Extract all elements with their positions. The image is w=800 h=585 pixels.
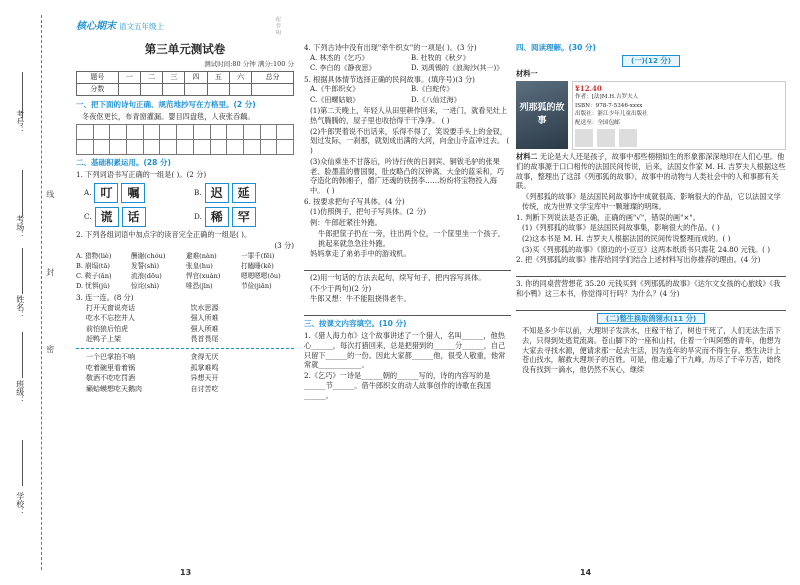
- book-price: ¥12.40: [575, 83, 602, 93]
- match-right[interactable]: 自讨苦吃: [190, 384, 219, 393]
- match-right[interactable]: 饮水思源: [190, 303, 219, 312]
- shop-line: 出版社：浙江少年儿童出版社: [575, 111, 648, 118]
- score-header: 题号: [77, 72, 119, 84]
- material-1: [516, 81, 786, 151]
- q5-item: (3)众仙乘坐不甘落后，吟诗行侠的吕洞宾、铜钹毛驴的张果老、脸墨蓝的曹国舅，肚皮略凸的汉钟离、大金的蓝采和，巧夺造化的韩湘子，僧广还魂的铁拐李……纷纷将宝物投入海中。 ( ): [310, 156, 505, 195]
- score-table: [76, 71, 294, 96]
- match-left[interactable]: 前怕狼后怕虎: [86, 324, 128, 333]
- part-2-header: (二)整生换取鸽翎水(11 分): [516, 313, 786, 325]
- q2-word: 流浪(dōu): [131, 272, 162, 281]
- q3-top-pairs: [76, 304, 294, 345]
- reading-q3: 3. 你的同桌营营想花 35.20 元钱买到《列那狐的故事》《达尔文女孩的心旅线》《我和小鸭》这三本书，你觉得可行吗？为什么？(4 分): [516, 279, 781, 298]
- column-3: [516, 42, 786, 376]
- match-left[interactable]: 吃着碗里看着锅: [86, 363, 135, 372]
- q2-word: 发誓(shì): [131, 262, 160, 271]
- label-name: 姓名：: [15, 295, 25, 319]
- q1-option-b[interactable]: B. 迟 延: [194, 183, 294, 203]
- name-field[interactable]: [22, 248, 23, 294]
- match-right[interactable]: 贪得无厌: [190, 353, 219, 362]
- q5-item: (2)牛郎哭着说不出话来，乐得不得了，笑说要手头上的金钗，划过发际，一刹那，就划成出满的大河，向金山寺直冲过去。 ( ): [310, 126, 510, 156]
- q2-word: 张皇(hu): [186, 262, 213, 271]
- score-header: 三: [163, 72, 185, 84]
- exam-meta: 测试时间:80 分钟 满分:100 分: [204, 59, 294, 68]
- reading-q1: 1. 判断下列说法是否正确，正确的画"√"，错误的画"×"。: [516, 212, 700, 222]
- q4-option[interactable]: A. 林杰的《乞巧》: [310, 53, 369, 62]
- cut-text-line: 线: [45, 190, 55, 198]
- score-cell[interactable]: [229, 84, 251, 96]
- q1-stem: 1. 下列词语书写正确的一组是( )。(2 分): [76, 170, 207, 180]
- fill-blank-2: 2.《乞巧》一诗是______朝的______写的，诗的内容写的是______节______。借牛郎织女的动人故事创作的诗歌在我国______。: [304, 371, 491, 400]
- q2-options: [76, 252, 294, 291]
- reading-q1-item: (1)《列那狐的故事》是法国民间故事集，影响很大的作品。( ): [522, 223, 720, 233]
- exam-room-field[interactable]: [22, 170, 23, 216]
- binding-strip: [0, 0, 66, 585]
- class-field[interactable]: [22, 332, 23, 378]
- answer-line[interactable]: [516, 267, 786, 277]
- q2-word: 打瞌睡(kē): [241, 262, 274, 271]
- label-exam-no: 考号：: [15, 110, 25, 134]
- brand-header: [76, 16, 282, 37]
- q2-word: 悍官(xuàn): [186, 272, 221, 281]
- shop-listing: [572, 81, 786, 151]
- page-number-right: 14: [580, 568, 592, 577]
- q6-sub2: (2)用一句话的方法去起句，续写句子，把内容写具体。: [310, 272, 486, 282]
- q2-option[interactable]: C. 鞍子(ǎn): [76, 272, 112, 281]
- q2-option[interactable]: A. 猎物(liè): [76, 252, 112, 261]
- section-1-title: 一、把下面的诗句正确、规范地抄写在方格里。(2 分): [76, 100, 256, 110]
- related-books: [575, 129, 783, 147]
- score-header: 总分: [252, 72, 294, 84]
- q2-word: 酬谢(chóu): [131, 252, 166, 261]
- column-2: [304, 42, 511, 401]
- match-right[interactable]: 强人所难: [190, 324, 219, 333]
- q1-option-a[interactable]: A. 叮 嘱: [84, 183, 184, 203]
- q2-word: 惊诧(shì): [131, 282, 160, 291]
- page-number-left: 13: [180, 568, 192, 577]
- match-left[interactable]: 敬酒不吃吃罚酒: [86, 374, 135, 383]
- material-2-text-b: 《列那狐的故事》是法国民间故事诗中成就很高、影响很大的作品，它以法国文学传统，成为世界文学宝库中一颗璀璨的明珠。: [522, 192, 781, 211]
- q4-option[interactable]: D. 刘禹锡的《浪淘沙(其一)》: [411, 64, 504, 73]
- score-header: 六: [229, 72, 251, 84]
- q5-item: (1)第二天晚上，年轻人从田里耕作回来，一进门，就看见灶上热气腾腾的，屋子里也收拾得干干净净。 ( ): [310, 106, 508, 125]
- q2-option[interactable]: D. 忧惧(jǔ): [76, 282, 110, 291]
- q6-example-2: 牛郎又想：牛不能阻挠得老牛。: [310, 294, 411, 304]
- shop-line: ISBN：978-7-5346-xxxx: [575, 102, 643, 109]
- match-right[interactable]: 强人所难: [190, 314, 219, 323]
- section-3-title: 三、按课文内容填空。(10 分): [304, 319, 407, 329]
- label-class: 班级：: [15, 380, 25, 404]
- q6-sub1: (1)仿照例子，把句子写具体。(2 分): [310, 207, 427, 217]
- q2-stem: 2. 下列各组词语中加点字的读音完全正确的一组是( )。: [76, 229, 252, 239]
- poem-text: 冬夜伛更长，布青窗灌漏。婴目四盘毯，人夜张吞藕。: [82, 112, 255, 122]
- q6-example: 例：牛郎赶紧往外跑。: [310, 218, 382, 228]
- material-2-text: 无论是大人还是孩子，故事中那些栩栩如生的形象都深深地印在人们心里。他们的故事源于口口相传的法国民间传说，后来，法国女作家 M. H. 吉罗夫人根据这些故事，整理出了这部《列那狐的故事》，故事中的动物与人类社会中的人和事都有关联。: [516, 152, 786, 191]
- score-header: 一: [118, 72, 140, 84]
- q1-option-d[interactable]: D. 稀 罕: [194, 207, 294, 227]
- q5-option: A.《牛郎织女》: [310, 85, 360, 94]
- brand-tag: 配套RJ: [276, 16, 282, 37]
- q5-option: C.《田螺姑娘》: [310, 95, 360, 104]
- reading-q2: 2. 把《列那狐的故事》推荐给同学们结合上述材料写出你推荐的理由。(4 分): [516, 255, 761, 265]
- match-left[interactable]: 赶鸭子上架: [86, 335, 121, 343]
- q4-option[interactable]: B. 杜牧的《秋夕》: [411, 53, 470, 62]
- answer-line[interactable]: [304, 306, 511, 316]
- answer-line[interactable]: [516, 301, 786, 311]
- q6-sub2-note: (不少于两句)(2 分): [310, 283, 372, 293]
- q6-task: 妈妈拿走了弟弟手中的游戏机。: [310, 249, 411, 259]
- q1-option-c[interactable]: C. 谎 话: [84, 207, 184, 227]
- score-cell[interactable]: [140, 84, 162, 96]
- exam-no-field[interactable]: [22, 72, 23, 118]
- q2-word: 一罪千(fēi): [241, 252, 275, 261]
- part-1-header: (一)(12 分): [516, 55, 786, 67]
- q6-example-detail: 牛郎把筐子扔在一旁，往出两个位，一个筐里坐一个孩子，挑起来就急急往外跑。: [318, 228, 505, 248]
- q2-word: 嗯嗯嗯嗯(ōu): [241, 272, 281, 281]
- passage-text: 不知是多少年以前，大理坝子发洪水，庄稼干枯了，树也干死了，人们无法生活下去，只得到处逃荒流离。苍山脚下的一座和山村，住着一个叫阿憨的青年，他想为大家去寻找水源，便请求那一起去生活，因为连年的旱灾而不得生存。憨生决计上苍山找水，解救大理坝子的百姓。可是，他走遍了干九峰，历尽了千辛万苦，始终没有找到一滴水，他仍然不灰心，继续: [522, 326, 781, 375]
- q6-stem: 6. 按要求把句子写具体。(4 分): [304, 196, 405, 206]
- score-row-label: 分数: [77, 84, 119, 96]
- match-left[interactable]: 打开天窗说亮话: [86, 303, 135, 312]
- material-2-label: 材料二: [516, 152, 538, 162]
- divider: [76, 348, 294, 349]
- q2-word: 唯恐(jīn): [186, 282, 213, 291]
- section-2-title: 二、基础积累运用。(28 分): [76, 158, 171, 168]
- q5-options: [304, 85, 511, 105]
- q2-score: (3 分): [274, 240, 294, 250]
- answer-line[interactable]: [304, 261, 511, 271]
- section-4-title: 四、阅读理解。(30 分): [516, 43, 596, 52]
- brand-logo: 核心期末: [76, 21, 116, 32]
- score-cell[interactable]: [185, 84, 207, 96]
- match-left[interactable]: 一个巴掌拍不响: [86, 353, 135, 362]
- score-header: 四: [185, 72, 207, 84]
- q2-word: 节俭(jiǎn): [241, 282, 272, 291]
- match-right[interactable]: 孤掌难鸣: [190, 363, 219, 372]
- match-left[interactable]: 癞蛤蟆想吃天鹅肉: [86, 384, 142, 393]
- q5-option: B.《白蛇传》: [411, 85, 454, 94]
- material-1-label: 材料一: [516, 68, 538, 78]
- match-right[interactable]: 异想天开: [190, 374, 219, 383]
- cut-text-secret: 密: [45, 345, 55, 353]
- school-field[interactable]: [22, 440, 23, 486]
- score-header: 五: [207, 72, 229, 84]
- score-cell[interactable]: [252, 84, 294, 96]
- score-cell[interactable]: [163, 84, 185, 96]
- book-cover-image: 列那狐的故事: [516, 81, 568, 149]
- cut-line: [41, 15, 42, 570]
- shop-line: 作者：[法]M.H.吉罗夫人: [575, 94, 639, 100]
- q2-option[interactable]: B. 崩塌(tā): [76, 262, 110, 271]
- cut-text-seal: 封: [45, 268, 55, 276]
- q4-option[interactable]: C. 李白的《静夜思》: [310, 64, 376, 73]
- q5-option: D.《八仙过海》: [411, 95, 461, 104]
- label-school: 学校：: [15, 492, 25, 516]
- label-exam-room: 考场：: [15, 215, 25, 239]
- q3-bottom-pairs: [76, 353, 294, 394]
- q5-stem: 5. 根据具体情节选择正确的民间故事。(填序号)(3 分): [304, 74, 475, 84]
- writing-grid[interactable]: [76, 124, 294, 155]
- score-cell[interactable]: [118, 84, 140, 96]
- page-title: 第三单元测试卷: [144, 42, 226, 56]
- score-header: 二: [140, 72, 162, 84]
- q3-stem: 3. 连一连。(8 分): [76, 292, 134, 302]
- q2-word: 避难(nàn): [186, 252, 217, 261]
- reading-q1-item: (3)买《列那狐的故事》《窗边的小豆豆》这两本纸质书只需花 24.80 元钱。( ): [522, 244, 771, 254]
- fill-blank-1: 1.《猎人海力布》这个故事讲述了一个猎人，名叫______，他热心______，每次打猎回来，总是把猎到的______分______，自己只留下______的一份。因此大家都______他，很受人敬重，他常常就____________。: [304, 331, 506, 370]
- brand-grade: 语文五年级上: [119, 21, 164, 31]
- reading-q1-item: (2)这本书是 M. H. 吉罗夫人根据法国的民间传说整理而成的。( ): [522, 233, 731, 243]
- q1-options: [84, 183, 294, 227]
- q4-options: [304, 54, 511, 74]
- shop-line: 配送至：全国包邮: [575, 119, 620, 126]
- match-right[interactable]: 畏首畏尾: [190, 335, 219, 343]
- q4-stem: 4. 下列古诗中没有出现"牵牛织女"的一项是( )。(3 分): [304, 43, 477, 52]
- match-left[interactable]: 吃水不忘挖井人: [86, 314, 135, 323]
- column-1: [76, 38, 294, 394]
- score-cell[interactable]: [207, 84, 229, 96]
